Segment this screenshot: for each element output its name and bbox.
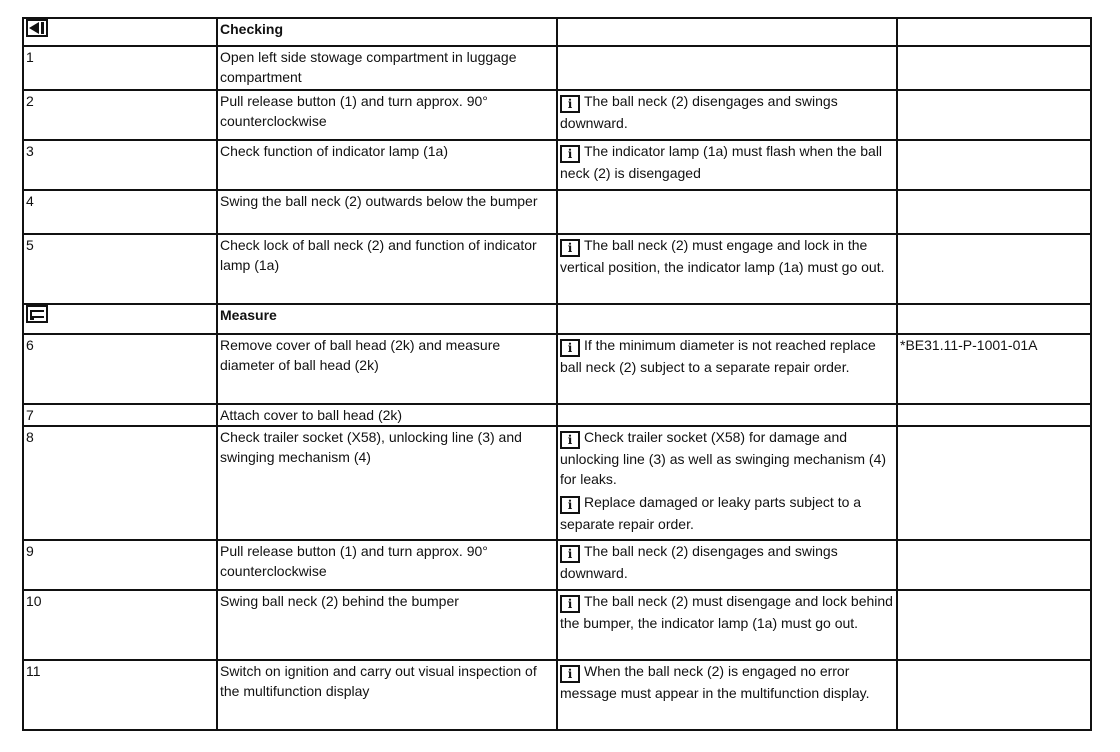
step-number: 3 [23, 140, 217, 190]
step-action: Open left side stowage compartment in luggage compartment [217, 46, 557, 90]
info-note-text: If the minimum diameter is not reached replace ball neck (2) subject to a separate repair order. [560, 337, 876, 375]
step-reference [897, 426, 1091, 540]
step-number: 6 [23, 334, 217, 404]
info-icon: i [560, 431, 580, 449]
step-notes [557, 426, 897, 540]
step-reference [897, 234, 1091, 304]
step-number: 1 [23, 46, 217, 90]
step-reference [897, 140, 1091, 190]
info-note [560, 235, 896, 277]
checking-icon-cell [23, 18, 217, 46]
step-row [23, 590, 1091, 660]
step-notes [557, 334, 897, 404]
info-icon: i [560, 239, 580, 257]
step-reference [897, 590, 1091, 660]
step-row [23, 334, 1091, 404]
step-reference [897, 46, 1091, 90]
info-note [560, 141, 896, 183]
step-row [23, 140, 1091, 190]
info-note [560, 661, 896, 703]
info-note [560, 91, 896, 133]
step-action: Swing ball neck (2) behind the bumper [217, 590, 557, 660]
measure-icon-cell [23, 304, 217, 334]
step-number: 10 [23, 590, 217, 660]
info-note-text: Check trailer socket (X58) for damage and unlocking line (3) as well as swinging mechanism (4) for leaks. [560, 429, 887, 487]
step-action: Check lock of ball neck (2) and function of indicator lamp (1a) [217, 234, 557, 304]
procedure-table-container [22, 17, 1092, 731]
measure-section-title: Measure [217, 304, 557, 334]
info-icon: i [560, 545, 580, 563]
checking-section-row [23, 18, 1091, 46]
info-note [560, 541, 896, 583]
info-icon: i [560, 665, 580, 683]
step-notes [557, 190, 897, 234]
step-number: 4 [23, 190, 217, 234]
procedure-table [22, 17, 1092, 731]
step-reference [897, 540, 1091, 590]
info-icon: i [560, 145, 580, 163]
step-notes [557, 234, 897, 304]
info-note-text: The ball neck (2) disengages and swings downward. [560, 93, 838, 131]
step-row [23, 190, 1091, 234]
step-notes [557, 540, 897, 590]
info-note-text: The ball neck (2) must engage and lock in the vertical position, the indicator lamp (1a) must go out. [560, 237, 885, 275]
info-icon: i [560, 496, 580, 514]
step-notes [557, 140, 897, 190]
step-number: 11 [23, 660, 217, 730]
empty-cell [557, 304, 897, 334]
step-notes [557, 90, 897, 140]
info-note [560, 335, 896, 377]
step-notes [557, 660, 897, 730]
step-notes [557, 404, 897, 426]
step-action: Attach cover to ball head (2k) [217, 404, 557, 426]
measure-section-row [23, 304, 1091, 334]
step-action: Swing the ball neck (2) outwards below the bumper [217, 190, 557, 234]
info-note-text: Replace damaged or leaky parts subject to a separate repair order. [560, 494, 862, 532]
info-icon: i [560, 339, 580, 357]
step-action: Check function of indicator lamp (1a) [217, 140, 557, 190]
step-number: 7 [23, 404, 217, 426]
info-icon: i [560, 95, 580, 113]
checking-section-icon [26, 19, 48, 37]
info-note [560, 492, 896, 534]
step-row [23, 540, 1091, 590]
step-row [23, 234, 1091, 304]
step-action: Remove cover of ball head (2k) and measure diameter of ball head (2k) [217, 334, 557, 404]
step-notes [557, 590, 897, 660]
step-number: 8 [23, 426, 217, 540]
step-row [23, 404, 1091, 426]
step-reference[interactable]: *BE31.11-P-1001-01A [897, 334, 1091, 404]
step-reference [897, 404, 1091, 426]
info-note-text: The indicator lamp (1a) must flash when the ball neck (2) is disengaged [560, 143, 883, 181]
info-note-text: The ball neck (2) disengages and swings downward. [560, 543, 838, 581]
step-number: 2 [23, 90, 217, 140]
info-note-text: When the ball neck (2) is engaged no error message must appear in the multifunction display. [560, 663, 870, 701]
step-action: Pull release button (1) and turn approx. 90° counterclockwise [217, 90, 557, 140]
checking-section-title: Checking [217, 18, 557, 46]
step-reference [897, 660, 1091, 730]
empty-cell [557, 18, 897, 46]
step-action: Pull release button (1) and turn approx. 90° counterclockwise [217, 540, 557, 590]
step-reference [897, 190, 1091, 234]
step-row [23, 426, 1091, 540]
step-action: Check trailer socket (X58), unlocking line (3) and swinging mechanism (4) [217, 426, 557, 540]
step-row [23, 46, 1091, 90]
step-number: 9 [23, 540, 217, 590]
empty-cell [897, 18, 1091, 46]
info-note [560, 591, 896, 633]
step-number: 5 [23, 234, 217, 304]
step-row [23, 90, 1091, 140]
step-reference [897, 90, 1091, 140]
info-note [560, 427, 896, 489]
info-note-text: The ball neck (2) must disengage and lock behind the bumper, the indicator lamp (1a) must go out. [560, 593, 893, 631]
empty-cell [897, 304, 1091, 334]
info-icon: i [560, 595, 580, 613]
step-notes [557, 46, 897, 90]
step-action: Switch on ignition and carry out visual inspection of the multifunction display [217, 660, 557, 730]
step-row [23, 660, 1091, 730]
measure-section-icon [26, 305, 48, 323]
procedure-table-body [23, 18, 1091, 730]
